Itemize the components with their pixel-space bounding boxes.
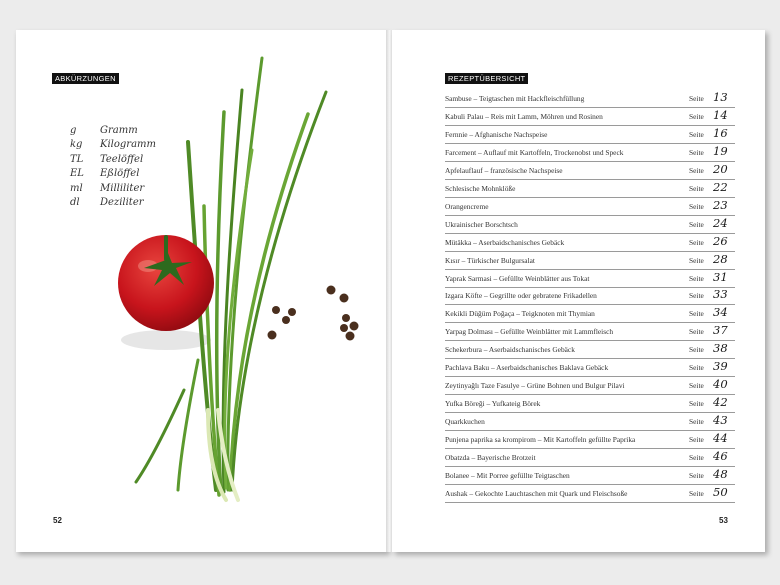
seite-label: Seite [689,470,704,480]
recipe-page-number: 34 [713,305,728,320]
recipe-title: Bolanee – Mit Porree gefüllte Teigtaschen [445,470,570,480]
recipe-title: Kekikli Düğüm Poğaça – Teigknoten mit Thymian [445,309,595,319]
recipe-title: Pachlava Baku – Aserbaidschanisches Baklava Gebäck [445,363,609,373]
toc-entry [445,109,735,127]
recipe-page-number: 16 [713,125,728,140]
toc-entry [445,199,735,217]
row-divider [445,287,735,288]
abbreviation-value: Teelöffel [100,153,144,165]
row-divider [445,269,735,270]
recipe-page-number: 46 [713,449,728,463]
seite-label: Seite [689,201,704,211]
recipe-page-number: 24 [713,215,728,230]
abbreviation-value: Milliliter [100,182,145,194]
row-divider [445,376,735,377]
row-divider [445,448,735,449]
seite-label: Seite [689,327,704,337]
seite-label: Seite [689,111,704,121]
abbreviation-value: Gramm [100,125,138,136]
recipe-page-number: 28 [713,251,728,266]
abbreviation-key: kg [70,139,83,151]
toc-entry [445,432,735,450]
page-number-right: 53 [719,516,728,525]
toc-entry [445,396,735,414]
seite-label: Seite [689,309,704,319]
abbreviation-row [70,182,156,196]
seite-label: Seite [689,147,704,157]
row-divider [445,340,735,341]
right-page [392,30,765,552]
seite-label: Seite [689,345,704,355]
recipe-title: Izgara Köfte – Gegrillte oder gebratene Frikadellen [445,291,597,301]
abbreviation-value: Kilogramm [100,139,156,151]
row-divider [445,484,735,485]
seite-label: Seite [689,165,704,175]
toc-entry [445,486,735,504]
recipe-title: Ukrainischer Borschtsch [445,219,518,229]
recipe-title: Zeytinyağlı Taze Fasulye – Grüne Bohnen und Bulgur Pilavi [445,381,625,391]
abbreviation-row [70,124,156,138]
toc-entry [445,181,735,199]
row-divider [445,412,735,413]
recipe-title: Schlesische Mohnklöße [445,183,516,193]
recipe-title: Apfelauflauf – französische Nachspeise [445,165,563,175]
abbreviation-key: ml [70,182,83,194]
abbreviation-row [70,138,156,152]
abbreviation-value: Deziliter [100,196,144,208]
recipe-page-number: 43 [713,413,728,428]
toc-entry [445,324,735,342]
toc-entry [445,91,735,109]
seite-label: Seite [689,399,704,409]
toc-entry [445,450,735,468]
abbreviation-list [70,124,156,210]
toc-entry [445,360,735,378]
recipe-page-number: 14 [713,107,728,122]
abbreviation-key: TL [70,153,84,165]
toc-entry [445,378,735,396]
toc-entry [445,342,735,360]
recipe-page-number: 37 [713,323,728,338]
seite-label: Seite [689,237,704,247]
row-divider [445,107,735,108]
recipe-page-number: 40 [713,377,728,392]
recipe-page-number: 22 [713,179,728,194]
recipe-title: Yarpag Dolması – Gefüllte Weinblätter mit Lammfleisch [445,327,614,337]
row-divider [445,322,735,323]
recipe-page-number: 48 [713,466,728,481]
recipe-title: Aushak – Gekochte Lauchtaschen mit Quark und Fleischsoße [445,488,628,498]
seite-label: Seite [689,273,704,283]
toc-entry [445,414,735,432]
recipe-page-number: 38 [713,341,728,356]
row-divider [445,143,735,144]
row-divider [445,215,735,216]
toc-entry [445,468,735,486]
recipe-page-number: 50 [713,484,728,499]
left-page [16,30,388,552]
seite-label: Seite [689,381,704,391]
toc-entry [445,145,735,163]
row-divider [445,125,735,126]
recipe-overview-label: REZEPTÜBERSICHT [445,73,528,84]
tomato-shadow [121,330,211,350]
abbreviation-row [70,167,156,181]
seite-label: Seite [689,255,704,265]
seite-label: Seite [689,94,704,103]
seite-label: Seite [689,435,704,445]
recipe-title: Yaprak Sarmasi – Gefüllte Weinblätter aus Tokat [445,273,590,283]
abbreviation-value: Eßlöffel [100,168,140,180]
recipe-page-number: 19 [713,143,728,158]
recipe-title: Kısır – Türkischer Bulgursalat [445,255,535,265]
page-number-left: 52 [53,516,62,525]
recipe-title: Quarkkuchen [445,417,485,427]
seite-label: Seite [689,417,704,427]
seite-label: Seite [689,291,704,301]
row-divider [445,251,735,252]
recipe-title: Kabuli Palau – Reis mit Lamm, Möhren und Rosinen [445,111,603,121]
recipe-page-number: 20 [713,161,728,176]
seite-label: Seite [689,129,704,139]
toc-entry [445,288,735,306]
recipe-title: Yufka Böreği – Yufkateig Börek [445,399,541,409]
recipe-page-number: 31 [713,269,728,284]
tomato-chives-illustration [16,30,388,552]
recipe-page-number: 23 [713,197,728,212]
recipe-page-number: 39 [713,359,728,374]
toc-entry [445,235,735,253]
recipe-title: Punjena paprika sa krompirom – Mit Kartoffeln gefüllte Paprika [445,435,636,445]
row-divider [445,502,735,503]
abbreviation-key: g [70,125,77,136]
row-divider [445,394,735,395]
recipe-title: Farcement – Auflauf mit Kartoffeln, Trockenobst und Speck [445,147,624,157]
recipe-page-number: 42 [713,395,728,410]
recipe-page-number: 44 [713,431,728,446]
row-divider [445,304,735,305]
recipe-title: Mütäkka – Aserbaidschanisches Gebäck [445,237,565,247]
recipe-page-number: 13 [713,90,728,104]
toc-entry [445,306,735,324]
row-divider [445,179,735,180]
seite-label: Seite [689,488,704,498]
row-divider [445,358,735,359]
recipe-title: Sambuse – Teigtaschen mit Hackfleischfüllung [445,94,585,103]
seite-label: Seite [689,453,704,462]
row-divider [445,161,735,162]
recipe-title: Schekerbura – Aserbaidschanisches Gebäck [445,345,575,355]
abbreviation-row [70,153,156,167]
row-divider [445,233,735,234]
recipe-page-number: 33 [713,287,728,302]
seite-label: Seite [689,183,704,193]
recipe-title: Fernnie – Afghanische Nachspeise [445,129,548,139]
abbreviation-row [70,196,156,210]
recipe-page-number: 26 [713,233,728,248]
row-divider [445,466,735,467]
abbreviation-key: dl [70,196,80,208]
seite-label: Seite [689,363,704,373]
toc-entry [445,217,735,235]
recipe-title: Obatzda – Bayerische Brotzeit [445,453,536,462]
row-divider [445,197,735,198]
toc-entry [445,253,735,271]
toc-entry [445,271,735,289]
toc-entry [445,163,735,181]
row-divider [445,430,735,431]
seite-label: Seite [689,219,704,229]
recipe-title: Orangencreme [445,201,489,211]
abbreviation-key: EL [70,168,84,180]
abbreviations-label: ABKÜRZUNGEN [52,73,119,84]
toc-entry [445,127,735,145]
peppercorns [268,286,359,341]
